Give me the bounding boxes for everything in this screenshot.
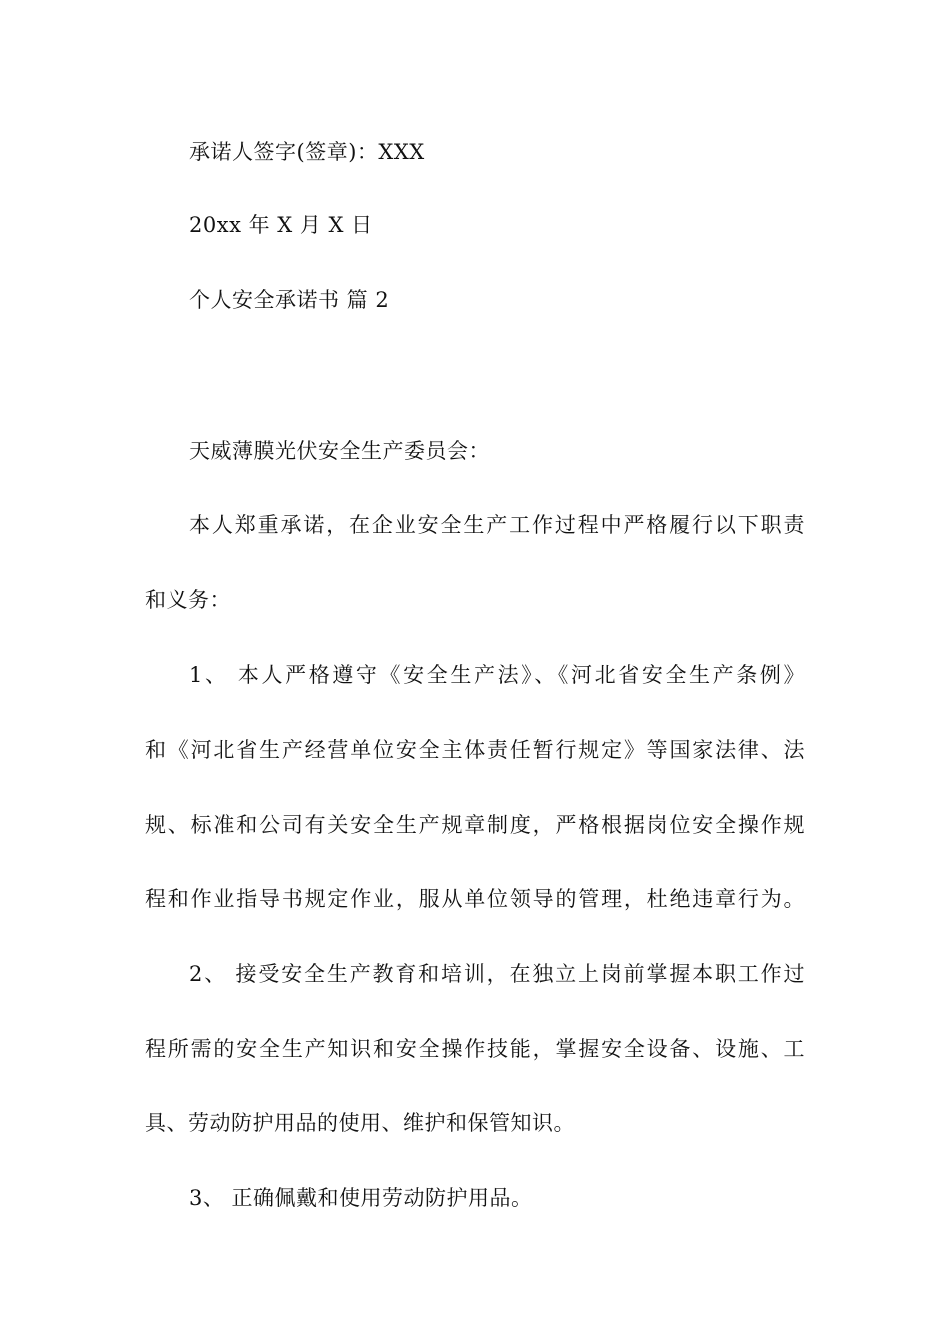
date-line: 20xx 年 X 月 X 日 (189, 213, 373, 237)
item-1-line-1: 1、 本人严格遵守《安全生产法》、《河北省安全生产条例》 (189, 663, 805, 687)
intro-line-2: 和义务： (145, 588, 231, 612)
signature-line: 承诺人签字(签章)：XXX (189, 140, 425, 164)
item-2-line-3: 具、劳动防护用品的使用、维护和保管知识。 (145, 1111, 575, 1135)
salutation: 天威薄膜光伏安全生产委员会： (189, 439, 490, 463)
item-2-line-2: 程所需的安全生产知识和安全操作技能，掌握安全设备、设施、工 (145, 1037, 805, 1061)
item-1-line-4: 程和作业指导书规定作业，服从单位领导的管理，杜绝违章行为。 (145, 887, 805, 911)
item-2-line-1: 2、 接受安全生产教育和培训，在独立上岗前掌握本职工作过 (189, 962, 805, 986)
item-3-line-1: 3、 正确佩戴和使用劳动防护用品。 (189, 1186, 533, 1210)
intro-line-1: 本人郑重承诺，在企业安全生产工作过程中严格履行以下职责 (189, 513, 805, 537)
item-1-line-2: 和《河北省生产经营单位安全主体责任暂行规定》等国家法律、法 (145, 738, 805, 762)
item-1-line-3: 规、标准和公司有关安全生产规章制度，严格根据岗位安全操作规 (145, 813, 805, 837)
section-title: 个人安全承诺书 篇 2 (189, 288, 390, 312)
